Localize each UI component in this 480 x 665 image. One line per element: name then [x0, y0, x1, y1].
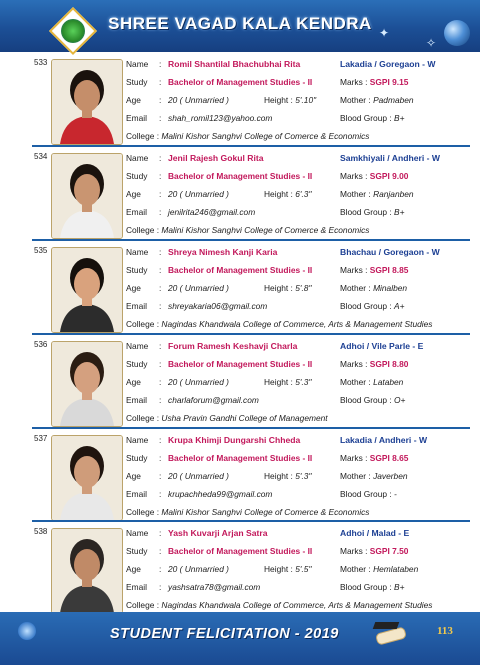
student-photo	[51, 341, 123, 427]
blood-group-label: Blood Group :	[340, 113, 392, 123]
height-value: 5'.3"	[295, 471, 312, 481]
divider	[32, 239, 470, 241]
college-value: Malini Kishor Sanghvi College of Comerce & Economics	[161, 225, 370, 235]
sparkle-icon: ✦	[379, 26, 390, 40]
native-location: Samkhiyali / Andheri - W	[340, 153, 440, 163]
mother-name: Lataben	[373, 377, 404, 387]
college-label: College :	[126, 225, 160, 235]
age-value: 20 ( Unmarried )	[168, 189, 229, 199]
portrait-image	[52, 529, 122, 613]
study-label: Study	[126, 453, 148, 463]
email-value: shreyakaria06@gmail.com	[168, 301, 268, 311]
college-label: College :	[126, 413, 160, 423]
portrait-image	[52, 60, 122, 144]
marks-label: Marks :	[340, 453, 368, 463]
email-label: Email	[126, 395, 147, 405]
mother-name: Hemlataben	[373, 564, 419, 574]
page-number: 113	[437, 625, 453, 637]
email-value: yashsatra78@gmail.com	[168, 582, 261, 592]
mother-name: Minalben	[373, 283, 408, 293]
marks-label: Marks :	[340, 77, 368, 87]
marks-value: SGPI 9.00	[369, 171, 409, 181]
age-value: 20 ( Unmarried )	[168, 471, 229, 481]
student-number: 536	[34, 340, 48, 349]
college-label: College :	[126, 600, 160, 610]
age-value: 20 ( Unmarried )	[168, 564, 229, 574]
study-label: Study	[126, 359, 148, 369]
portrait-image	[52, 342, 122, 426]
blood-group-label: Blood Group :	[340, 301, 392, 311]
student-name: Shreya Nimesh Kanji Karia	[168, 247, 278, 257]
native-location: Lakadia / Andheri - W	[340, 435, 428, 445]
study-label: Study	[126, 77, 148, 87]
student-entry: 536 Name : Forum Ramesh Keshavji Charla Adhoi / Vile Parle - E Study : Bachelor of Management Studies - II Marks : SGPI 8.80 Age : 20 ( Unmarried ) Height : 5'.3" Mother : Lataben Email : charlaforum@gmail.com Blood Group : O+ College : Usha Pravin Gandhi College of Management	[0, 338, 480, 426]
age-value: 20 ( Unmarried )	[168, 283, 229, 293]
email-value: charlaforum@gmail.com	[168, 395, 259, 405]
mother-label: Mother :	[340, 189, 371, 199]
marks-value: SGPI 8.85	[369, 265, 409, 275]
page-title: SHREE VAGAD KALA KENDRA	[108, 14, 372, 33]
email-label: Email	[126, 301, 147, 311]
student-entry: 537 Name : Krupa Khimji Dungarshi Chheda Lakadia / Andheri - W Study : Bachelor of Management Studies - II Marks : SGPI 8.65 Age : 20 ( Unmarried ) Height : 5'.3" Mother : Javerben Email : krupachheda99@gmail.com Blood Group : - College : Malini Kishor Sanghvi College of Comerce & Economics	[0, 432, 480, 520]
student-photo	[51, 435, 123, 521]
marks-label: Marks :	[340, 171, 368, 181]
email-value: krupachheda99@gmail.com	[168, 489, 273, 499]
student-entry: 538 Name : Yash Kuvarji Arjan Satra Adhoi / Malad - E Study : Bachelor of Management Studies - II Marks : SGPI 7.50 Age : 20 ( Unmarried ) Height : 5'.5" Mother : Hemlataben Email : yashsatra78@gmail.com Blood Group : B+ College : Nagindas Khandwala College of Commerce, Arts & Management Studies	[0, 525, 480, 613]
blood-group-value: B+	[394, 113, 405, 123]
age-value: 20 ( Unmarried )	[168, 377, 229, 387]
student-name: Krupa Khimji Dungarshi Chheda	[168, 435, 301, 445]
name-label: Name	[126, 528, 149, 538]
age-label: Age	[126, 95, 141, 105]
height-value: 5'.8"	[295, 283, 312, 293]
student-photo	[51, 528, 123, 614]
sparkle-icon: ✧	[426, 36, 437, 50]
college-value: Nagindas Khandwala College of Commerce, Arts & Management Studies	[161, 319, 433, 329]
marks-label: Marks :	[340, 359, 368, 369]
divider	[32, 333, 470, 335]
study-course: Bachelor of Management Studies - II	[168, 171, 313, 181]
student-name: Yash Kuvarji Arjan Satra	[168, 528, 268, 538]
mother-label: Mother :	[340, 471, 371, 481]
study-course: Bachelor of Management Studies - II	[168, 265, 313, 275]
blood-group-value: B+	[394, 207, 405, 217]
student-entry: 533 Name : Romil Shantilal Bhachubhai Rita Lakadia / Goregaon - W Study : Bachelor of Management Studies - II Marks : SGPI 9.15 Age : 20 ( Unmarried ) Height : 5'.10" Mother : Padmaben Email : shah_romil123@yahoo.com Blood Group : B+ College : Malini Kishor Sanghvi College of Comerce & Economics	[0, 56, 480, 144]
blood-group-value: A+	[394, 301, 405, 311]
marks-label: Marks :	[340, 546, 368, 556]
college-value: Usha Pravin Gandhi College of Management	[161, 413, 328, 423]
height-label: Height :	[264, 377, 293, 387]
mother-label: Mother :	[340, 283, 371, 293]
student-name: Romil Shantilal Bhachubhai Rita	[168, 59, 301, 69]
student-entry: 535 Name : Shreya Nimesh Kanji Karia Bhachau / Goregaon - W Study : Bachelor of Management Studies - II Marks : SGPI 8.85 Age : 20 ( Unmarried ) Height : 5'.8" Mother : Minalben Email : shreyakaria06@gmail.com Blood Group : A+ College : Nagindas Khandwala College of Commerce, Arts & Management Studies	[0, 244, 480, 332]
student-photo	[51, 59, 123, 145]
college-value: Malini Kishor Sanghvi College of Comerce & Economics	[161, 131, 370, 141]
native-location: Adhoi / Vile Parle - E	[340, 341, 424, 351]
age-label: Age	[126, 564, 141, 574]
email-value: shah_romil123@yahoo.com	[168, 113, 273, 123]
height-label: Height :	[264, 189, 293, 199]
age-label: Age	[126, 471, 141, 481]
mother-name: Javerben	[373, 471, 408, 481]
divider	[32, 427, 470, 429]
mother-label: Mother :	[340, 564, 371, 574]
age-label: Age	[126, 283, 141, 293]
student-number: 534	[34, 152, 48, 161]
marks-value: SGPI 8.80	[369, 359, 409, 369]
email-value: jenilrita246@gmail.com	[168, 207, 256, 217]
portrait-image	[52, 154, 122, 238]
mother-label: Mother :	[340, 95, 371, 105]
student-photo	[51, 153, 123, 239]
college-value: Malini Kishor Sanghvi College of Comerce & Economics	[161, 507, 370, 517]
marks-value: SGPI 7.50	[369, 546, 409, 556]
study-course: Bachelor of Management Studies - II	[168, 453, 313, 463]
college-value: Nagindas Khandwala College of Commerce, Arts & Management Studies	[161, 600, 433, 610]
study-course: Bachelor of Management Studies - II	[168, 546, 313, 556]
mother-label: Mother :	[340, 377, 371, 387]
study-label: Study	[126, 546, 148, 556]
height-value: 5'.10"	[295, 95, 317, 105]
name-label: Name	[126, 247, 149, 257]
name-label: Name	[126, 341, 149, 351]
name-label: Name	[126, 153, 149, 163]
blood-group-label: Blood Group :	[340, 395, 392, 405]
marks-label: Marks :	[340, 265, 368, 275]
study-course: Bachelor of Management Studies - II	[168, 359, 313, 369]
student-photo	[51, 247, 123, 333]
blood-group-label: Blood Group :	[340, 489, 392, 499]
divider	[32, 520, 470, 522]
height-value: 5'.3"	[295, 377, 312, 387]
student-number: 537	[34, 434, 48, 443]
age-label: Age	[126, 377, 141, 387]
study-course: Bachelor of Management Studies - II	[168, 77, 313, 87]
college-label: College :	[126, 507, 160, 517]
student-name: Jenil Rajesh Gokul Rita	[168, 153, 264, 163]
mother-name: Padmaben	[373, 95, 414, 105]
name-label: Name	[126, 435, 149, 445]
college-label: College :	[126, 319, 160, 329]
portrait-image	[52, 436, 122, 520]
student-number: 533	[34, 58, 48, 67]
college-label: College :	[126, 131, 160, 141]
native-location: Lakadia / Goregaon - W	[340, 59, 436, 69]
student-number: 535	[34, 246, 48, 255]
height-value: 6'.3"	[295, 189, 312, 199]
blood-group-value: -	[394, 489, 397, 499]
native-location: Adhoi / Malad - E	[340, 528, 410, 538]
age-label: Age	[126, 189, 141, 199]
blood-group-label: Blood Group :	[340, 207, 392, 217]
divider	[32, 145, 470, 147]
email-label: Email	[126, 113, 147, 123]
sparkle-icon	[18, 622, 36, 640]
height-value: 5'.5"	[295, 564, 312, 574]
email-label: Email	[126, 207, 147, 217]
blood-group-value: B+	[394, 582, 405, 592]
height-label: Height :	[264, 564, 293, 574]
study-label: Study	[126, 171, 148, 181]
marks-value: SGPI 8.65	[369, 453, 409, 463]
student-entry: 534 Name : Jenil Rajesh Gokul Rita Samkhiyali / Andheri - W Study : Bachelor of Management Studies - II Marks : SGPI 9.00 Age : 20 ( Unmarried ) Height : 6'.3" Mother : Ranjanben Email : jenilrita246@gmail.com Blood Group : B+ College : Malini Kishor Sanghvi College of Comerce & Economics	[0, 150, 480, 238]
native-location: Bhachau / Goregaon - W	[340, 247, 440, 257]
height-label: Height :	[264, 95, 293, 105]
study-label: Study	[126, 265, 148, 275]
student-number: 538	[34, 527, 48, 536]
blood-group-label: Blood Group :	[340, 582, 392, 592]
footer-title: STUDENT FELICITATION - 2019	[110, 626, 339, 642]
age-value: 20 ( Unmarried )	[168, 95, 229, 105]
marks-value: SGPI 9.15	[369, 77, 409, 87]
graduation-cap-icon	[373, 622, 400, 629]
email-label: Email	[126, 582, 147, 592]
name-label: Name	[126, 59, 149, 69]
height-label: Height :	[264, 283, 293, 293]
student-name: Forum Ramesh Keshavji Charla	[168, 341, 298, 351]
email-label: Email	[126, 489, 147, 499]
blood-group-value: O+	[394, 395, 406, 405]
mother-name: Ranjanben	[373, 189, 414, 199]
portrait-image	[52, 248, 122, 332]
height-label: Height :	[264, 471, 293, 481]
